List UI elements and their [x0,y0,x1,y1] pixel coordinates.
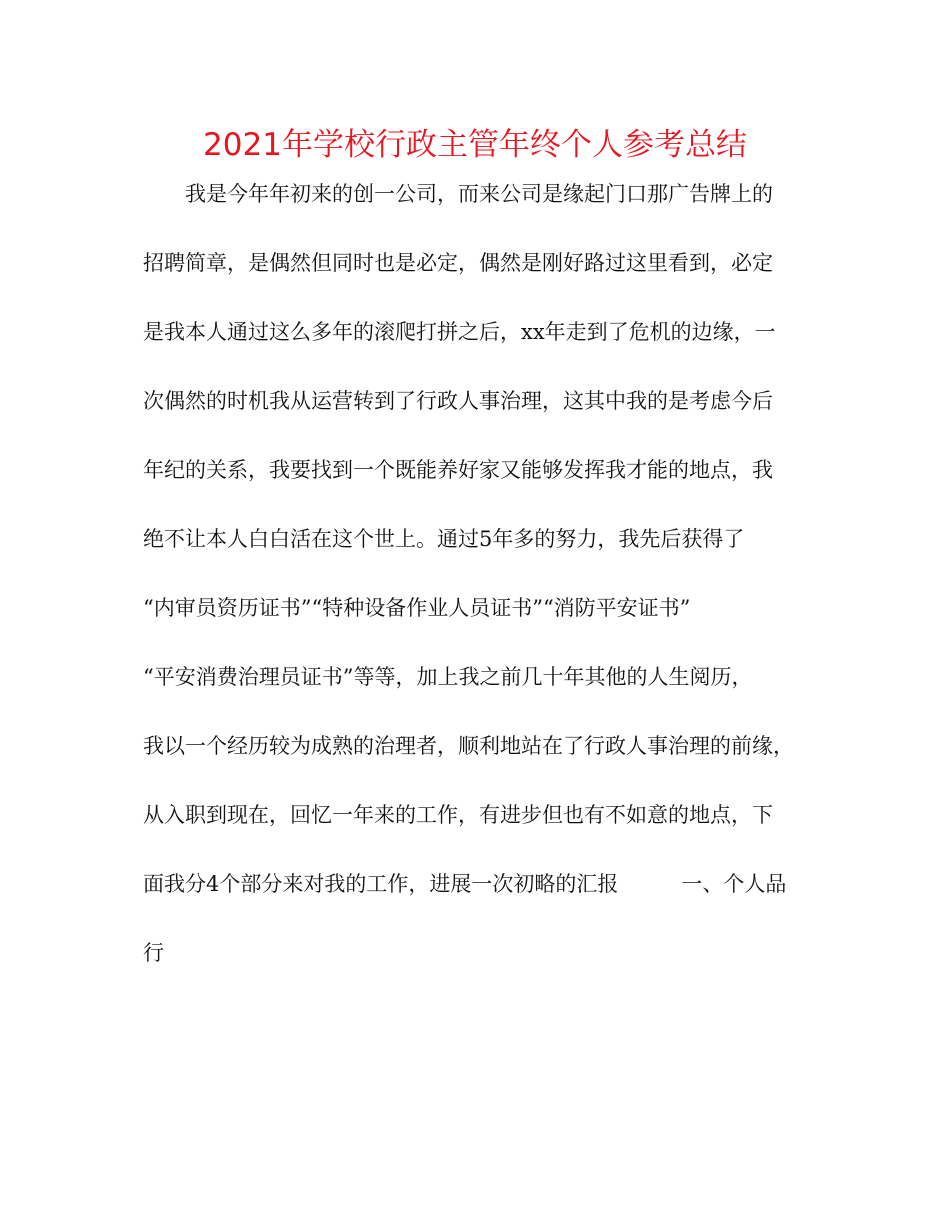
body-line-11: 面我分4个部分来对我的工作，进展一次初略的汇报 一、个人品 [143,872,787,896]
body-line-7: “内审员资历证书”“特种设备作业人员证书”“消防平安证书” [143,596,691,620]
body-line-10: 从入职到现在，回忆一年来的工作，有进步但也有不如意的地点，下 [143,803,773,827]
body-line-8: “平安消费治理员证书”等等，加上我之前几十年其他的人生阅历， [143,665,753,689]
body-line-9: 我以一个经历较为成熟的治理者，顺利地站在了行政人事治理的前缘， [143,734,794,758]
document-title: 2021年学校行政主管年终个人参考总结 [203,127,747,163]
body-line-1: 我是今年年初来的创一公司，而来公司是缘起门口那广告牌上的 [143,182,773,206]
body-line-12: 行 [143,941,164,965]
body-line-5: 年纪的关系，我要找到一个既能养好家又能够发挥我才能的地点，我 [143,458,773,482]
body-line-3: 是我本人通过这么多年的滚爬打拼之后，xx年走到了危机的边缘，一 [143,320,776,344]
body-line-4: 次偶然的时机我从运营转到了行政人事治理，这其中我的是考虑今后 [143,389,773,413]
body-line-6: 绝不让本人白白活在这个世上。通过5年多的努力，我先后获得了 [143,527,745,551]
body-line-2: 招聘简章，是偶然但同时也是必定，偶然是刚好路过这里看到，必定 [143,251,773,275]
